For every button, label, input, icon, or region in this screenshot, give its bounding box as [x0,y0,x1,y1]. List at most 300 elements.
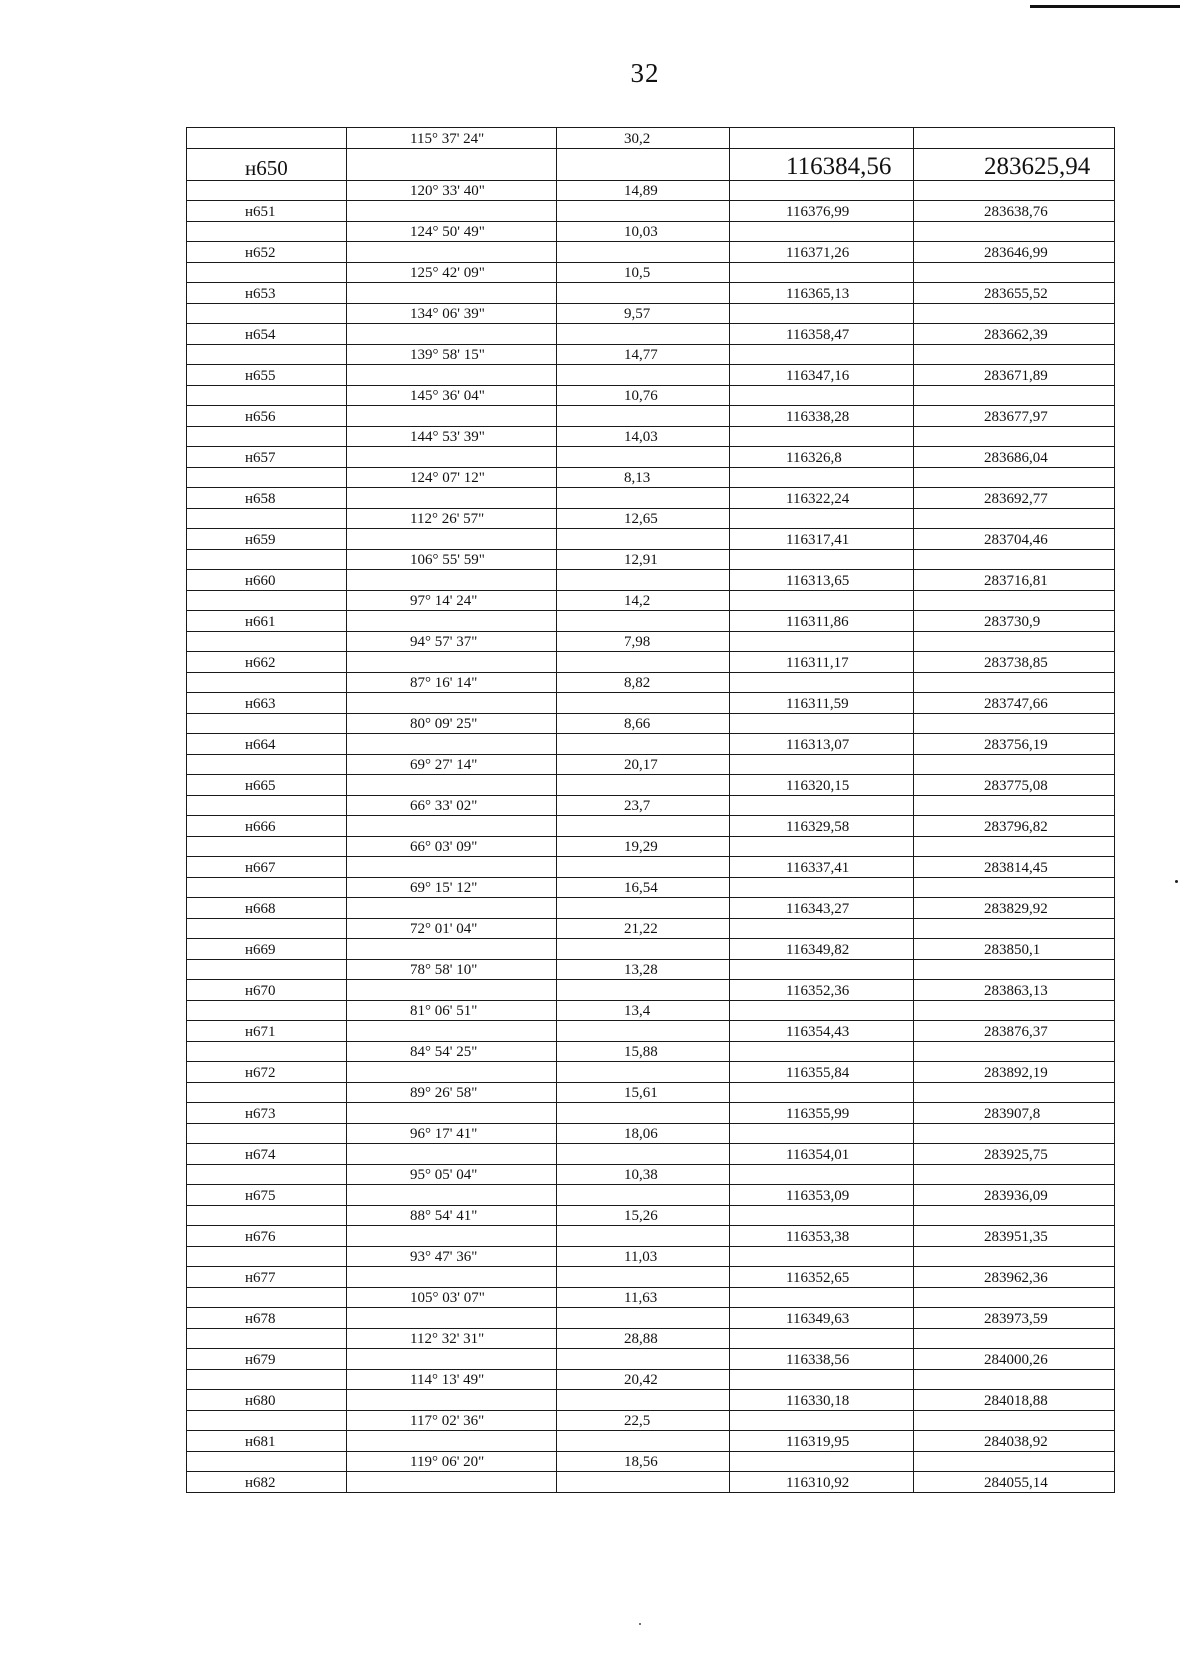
x-coordinate-cell [730,570,914,591]
direction-angle-text: 96° 17' 41" [410,1126,478,1142]
x-coordinate-text: 116326,8 [786,449,842,466]
segment-length-text: 16,54 [624,880,658,896]
y-coordinate-text: 284000,26 [984,1351,1048,1368]
point-row [187,1308,1115,1329]
empty-cell [557,939,730,960]
empty-cell [187,1205,347,1226]
point-name-text: н663 [245,695,276,712]
empty-cell [557,1144,730,1165]
direction-angle-text: 114° 13' 49" [410,1372,485,1388]
segment-length-cell [557,631,730,652]
x-coordinate-text: 116371,26 [786,244,850,261]
segment-length-text: 22,5 [624,1413,651,1429]
y-coordinate-cell [914,980,1115,1001]
y-coordinate-cell [914,1431,1115,1452]
direction-angle-cell [347,877,557,898]
empty-cell [730,385,914,406]
y-coordinate-text: 283814,45 [984,859,1048,876]
empty-cell [730,221,914,242]
point-row [187,148,1115,180]
segment-length-text: 21,22 [624,921,658,937]
empty-cell [187,754,347,775]
y-coordinate-cell [914,857,1115,878]
y-coordinate-cell [914,242,1115,263]
empty-cell [187,426,347,447]
direction-angle-cell [347,754,557,775]
direction-angle-cell [347,426,557,447]
empty-cell [557,693,730,714]
empty-cell [187,467,347,488]
point-row [187,652,1115,673]
empty-cell [557,283,730,304]
direction-angle-text: 66° 03' 09" [410,839,478,855]
y-coordinate-cell [914,1349,1115,1370]
x-coordinate-text: 116353,38 [786,1228,850,1245]
x-coordinate-text: 116317,41 [786,531,850,548]
direction-angle-text: 97° 14' 24" [410,593,478,609]
segment-length-cell [557,1369,730,1390]
empty-cell [914,713,1115,734]
point-row [187,898,1115,919]
direction-angle-text: 145° 36' 04" [410,388,485,404]
direction-angle-cell [347,1287,557,1308]
x-coordinate-cell [730,1144,914,1165]
empty-cell [187,1164,347,1185]
x-coordinate-cell [730,1390,914,1411]
direction-angle-cell [347,262,557,283]
empty-cell [187,1041,347,1062]
point-name-cell [187,406,347,427]
direction-angle-cell [347,1123,557,1144]
y-coordinate-text: 283625,94 [984,152,1091,180]
y-coordinate-text: 283962,36 [984,1269,1048,1286]
segment-length-text: 14,89 [624,183,658,199]
x-coordinate-text: 116355,99 [786,1105,850,1122]
direction-angle-cell [347,128,557,149]
point-name-cell [187,1144,347,1165]
point-row [187,365,1115,386]
point-row [187,693,1115,714]
point-row [187,1472,1115,1493]
empty-cell [187,508,347,529]
point-name-cell [187,611,347,632]
empty-cell [730,1082,914,1103]
x-coordinate-text: 116355,84 [786,1064,850,1081]
segment-row [187,508,1115,529]
direction-angle-cell [347,631,557,652]
empty-cell [187,180,347,201]
empty-cell [347,1390,557,1411]
segment-length-cell [557,672,730,693]
direction-angle-cell [347,303,557,324]
point-name-text: н662 [245,654,276,671]
segment-row [187,128,1115,149]
x-coordinate-cell [730,406,914,427]
empty-cell [347,1226,557,1247]
scan-speck [639,1623,641,1625]
segment-length-text: 12,65 [624,511,658,527]
empty-cell [557,529,730,550]
x-coordinate-text: 116352,36 [786,982,850,999]
empty-cell [730,1287,914,1308]
segment-length-cell [557,1041,730,1062]
empty-cell [730,1205,914,1226]
point-name-text: н672 [245,1064,276,1081]
y-coordinate-cell [914,939,1115,960]
point-row [187,406,1115,427]
empty-cell [187,128,347,149]
empty-cell [347,1185,557,1206]
point-name-text: н666 [245,818,276,835]
segment-length-cell [557,1164,730,1185]
empty-cell [347,1472,557,1493]
empty-cell [187,631,347,652]
empty-cell [914,754,1115,775]
segment-row [187,1410,1115,1431]
segment-row [187,918,1115,939]
empty-cell [557,488,730,509]
y-coordinate-cell [914,1267,1115,1288]
point-name-text: н675 [245,1187,276,1204]
x-coordinate-text: 116310,92 [786,1474,850,1491]
empty-cell [347,1308,557,1329]
point-name-cell [187,1062,347,1083]
direction-angle-cell [347,590,557,611]
point-row [187,447,1115,468]
empty-cell [347,857,557,878]
y-coordinate-cell [914,1144,1115,1165]
segment-row [187,672,1115,693]
empty-cell [557,611,730,632]
x-coordinate-text: 116354,43 [786,1023,850,1040]
x-coordinate-cell [730,283,914,304]
point-row [187,201,1115,222]
y-coordinate-text: 283863,13 [984,982,1048,999]
segment-length-text: 13,4 [624,1003,651,1019]
point-name-cell [187,488,347,509]
segment-length-cell [557,303,730,324]
empty-cell [730,549,914,570]
segment-length-text: 8,13 [624,470,651,486]
segment-row [187,795,1115,816]
segment-length-text: 7,98 [624,634,651,650]
empty-cell [557,898,730,919]
empty-cell [914,1287,1115,1308]
empty-cell [914,877,1115,898]
empty-cell [730,426,914,447]
point-row [187,283,1115,304]
empty-cell [914,1041,1115,1062]
point-name-text: н667 [245,859,276,876]
empty-cell [557,652,730,673]
y-coordinate-text: 283925,75 [984,1146,1048,1163]
segment-row [187,1041,1115,1062]
segment-length-cell [557,1205,730,1226]
direction-angle-text: 134° 06' 39" [410,306,485,322]
x-coordinate-text: 116354,01 [786,1146,850,1163]
empty-cell [914,1164,1115,1185]
segment-length-cell [557,426,730,447]
empty-cell [914,221,1115,242]
direction-angle-text: 95° 05' 04" [410,1167,478,1183]
empty-cell [914,836,1115,857]
empty-cell [557,406,730,427]
point-name-text: н668 [245,900,276,917]
empty-cell [557,1349,730,1370]
empty-cell [347,1021,557,1042]
coordinates-table [186,127,1115,1493]
y-coordinate-text: 283829,92 [984,900,1048,917]
point-name-text: н679 [245,1351,276,1368]
empty-cell [730,1328,914,1349]
point-name-cell [187,1431,347,1452]
empty-cell [347,529,557,550]
segment-row [187,1328,1115,1349]
empty-cell [187,836,347,857]
direction-angle-cell [347,1082,557,1103]
y-coordinate-text: 283850,1 [984,941,1041,958]
point-name-text: н658 [245,490,276,507]
y-coordinate-text: 283704,46 [984,531,1048,548]
point-name-cell [187,1185,347,1206]
empty-cell [557,775,730,796]
point-name-cell [187,693,347,714]
y-coordinate-text: 283686,04 [984,449,1048,466]
segment-length-text: 9,57 [624,306,651,322]
empty-cell [914,549,1115,570]
segment-length-cell [557,508,730,529]
x-coordinate-cell [730,1021,914,1042]
x-coordinate-cell [730,447,914,468]
empty-cell [914,1410,1115,1431]
y-coordinate-cell [914,734,1115,755]
y-coordinate-cell [914,570,1115,591]
empty-cell [557,1226,730,1247]
x-coordinate-text: 116338,56 [786,1351,850,1368]
direction-angle-cell [347,1410,557,1431]
direction-angle-text: 93° 47' 36" [410,1249,478,1265]
x-coordinate-cell [730,898,914,919]
direction-angle-text: 105° 03' 07" [410,1290,485,1306]
point-name-text: н681 [245,1433,276,1450]
point-name-cell [187,734,347,755]
empty-cell [914,262,1115,283]
direction-angle-cell [347,1451,557,1472]
point-row [187,1103,1115,1124]
segment-length-cell [557,918,730,939]
point-name-cell [187,570,347,591]
point-row [187,734,1115,755]
direction-angle-text: 139° 58' 15" [410,347,485,363]
x-coordinate-cell [730,693,914,714]
x-coordinate-cell [730,816,914,837]
segment-length-cell [557,385,730,406]
direction-angle-cell [347,672,557,693]
empty-cell [914,508,1115,529]
point-row [187,816,1115,837]
point-name-text: н660 [245,572,276,589]
segment-length-cell [557,1000,730,1021]
y-coordinate-cell [914,1226,1115,1247]
segment-length-text: 8,82 [624,675,651,691]
empty-cell [187,1451,347,1472]
y-coordinate-cell [914,283,1115,304]
segment-row [187,1369,1115,1390]
point-name-text: н671 [245,1023,276,1040]
segment-length-text: 11,03 [624,1249,658,1265]
x-coordinate-cell [730,652,914,673]
point-name-text: н664 [245,736,276,753]
point-name-cell [187,816,347,837]
point-name-cell [187,1349,347,1370]
y-coordinate-text: 283677,97 [984,408,1048,425]
point-name-cell [187,529,347,550]
point-name-cell [187,1103,347,1124]
empty-cell [347,775,557,796]
empty-cell [187,672,347,693]
segment-length-text: 10,76 [624,388,658,404]
y-coordinate-cell [914,1472,1115,1493]
segment-length-text: 8,66 [624,716,651,732]
direction-angle-text: 112° 26' 57" [410,511,485,527]
point-name-cell [187,857,347,878]
segment-length-cell [557,549,730,570]
empty-cell [557,980,730,1001]
y-coordinate-text: 283756,19 [984,736,1048,753]
direction-angle-text: 69° 27' 14" [410,757,478,773]
empty-cell [914,180,1115,201]
direction-angle-text: 72° 01' 04" [410,921,478,937]
empty-cell [187,549,347,570]
x-coordinate-text: 116311,86 [786,613,849,630]
point-name-cell [187,1021,347,1042]
y-coordinate-text: 283738,85 [984,654,1048,671]
direction-angle-cell [347,959,557,980]
x-coordinate-cell [730,775,914,796]
point-row [187,1021,1115,1042]
point-name-text: н656 [245,408,276,425]
segment-length-text: 18,06 [624,1126,658,1142]
direction-angle-cell [347,1369,557,1390]
empty-cell [187,1410,347,1431]
x-coordinate-text: 116349,82 [786,941,850,958]
segment-row [187,344,1115,365]
point-row [187,1144,1115,1165]
point-name-text: н650 [245,155,288,180]
point-row [187,1267,1115,1288]
point-row [187,775,1115,796]
segment-length-text: 10,03 [624,224,658,240]
x-coordinate-cell [730,365,914,386]
y-coordinate-cell [914,1308,1115,1329]
x-coordinate-cell [730,324,914,345]
empty-cell [187,1369,347,1390]
empty-cell [914,385,1115,406]
segment-length-text: 15,88 [624,1044,658,1060]
empty-cell [914,795,1115,816]
segment-length-text: 12,91 [624,552,658,568]
segment-length-cell [557,180,730,201]
point-name-text: н670 [245,982,276,999]
segment-row [187,1164,1115,1185]
x-coordinate-text: 116320,15 [786,777,850,794]
empty-cell [347,365,557,386]
x-coordinate-text: 116313,65 [786,572,850,589]
segment-length-cell [557,262,730,283]
segment-row [187,385,1115,406]
segment-length-cell [557,795,730,816]
segment-row [187,631,1115,652]
empty-cell [187,1000,347,1021]
x-coordinate-cell [730,1472,914,1493]
x-coordinate-text: 116337,41 [786,859,850,876]
direction-angle-cell [347,549,557,570]
empty-cell [557,148,730,180]
empty-cell [187,918,347,939]
point-name-cell [187,939,347,960]
empty-cell [187,877,347,898]
direction-angle-cell [347,221,557,242]
y-coordinate-cell [914,529,1115,550]
empty-cell [914,1000,1115,1021]
direction-angle-text: 112° 32' 31" [410,1331,485,1347]
empty-cell [557,447,730,468]
direction-angle-cell [347,713,557,734]
segment-row [187,1082,1115,1103]
segment-length-cell [557,128,730,149]
empty-cell [557,365,730,386]
empty-cell [187,344,347,365]
empty-cell [557,816,730,837]
x-coordinate-cell [730,529,914,550]
empty-cell [914,1328,1115,1349]
top-edge-rule [1030,0,1180,8]
point-name-cell [187,1308,347,1329]
y-coordinate-cell [914,447,1115,468]
segment-length-cell [557,1287,730,1308]
empty-cell [914,467,1115,488]
empty-cell [914,590,1115,611]
empty-cell [187,1328,347,1349]
empty-cell [187,713,347,734]
empty-cell [187,795,347,816]
empty-cell [347,406,557,427]
point-name-cell [187,898,347,919]
empty-cell [914,1369,1115,1390]
empty-cell [730,877,914,898]
empty-cell [730,1246,914,1267]
segment-length-text: 20,17 [624,757,658,773]
empty-cell [914,672,1115,693]
x-coordinate-cell [730,1308,914,1329]
segment-length-cell [557,1123,730,1144]
segment-length-text: 14,77 [624,347,658,363]
direction-angle-cell [347,180,557,201]
segment-row [187,1451,1115,1472]
empty-cell [730,262,914,283]
y-coordinate-text: 283747,66 [984,695,1048,712]
x-coordinate-cell [730,939,914,960]
y-coordinate-text: 283775,08 [984,777,1048,794]
point-name-text: н677 [245,1269,276,1286]
empty-cell [730,672,914,693]
segment-row [187,180,1115,201]
x-coordinate-cell [730,1062,914,1083]
empty-cell [557,734,730,755]
point-name-cell [187,775,347,796]
direction-angle-cell [347,795,557,816]
segment-length-text: 11,63 [624,1290,658,1306]
